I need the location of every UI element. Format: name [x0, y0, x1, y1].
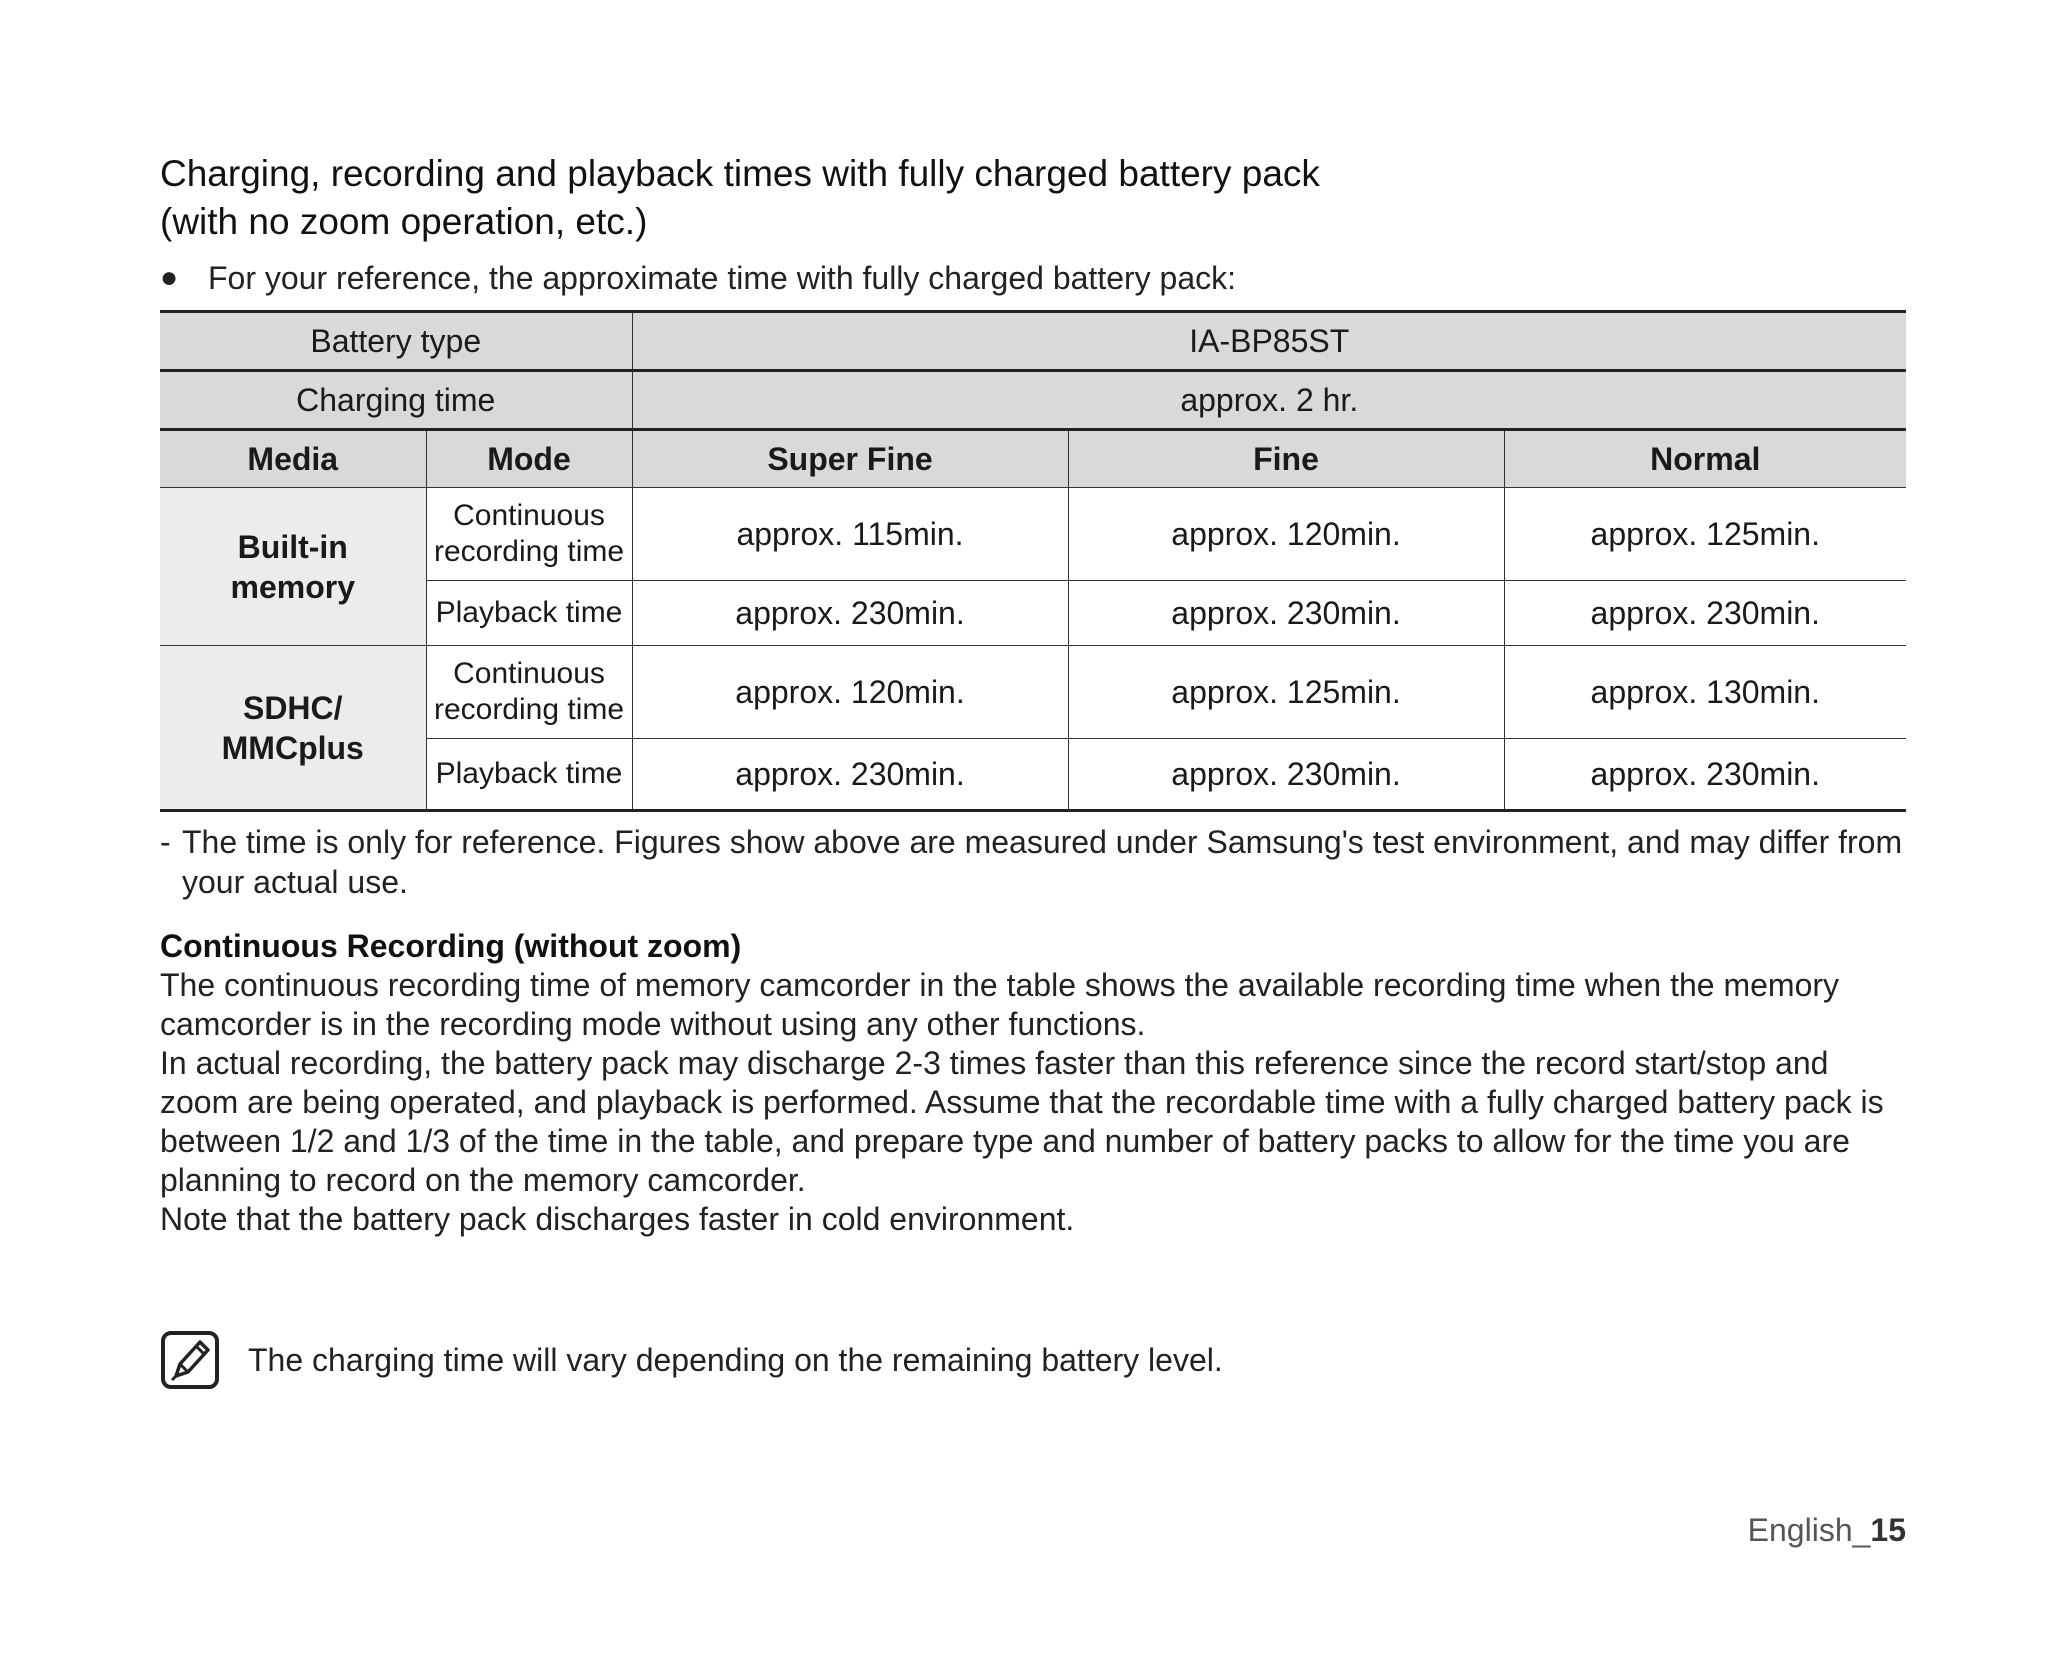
col-header-media: Media: [160, 430, 426, 488]
mode-cell: Continuous recording time: [426, 488, 632, 581]
section-title: Continuous Recording (without zoom): [160, 928, 742, 964]
value-normal: approx. 230min.: [1504, 739, 1906, 811]
col-header-fine: Fine: [1068, 430, 1504, 488]
value-fine: approx. 230min.: [1068, 739, 1504, 811]
title-line-1: Charging, recording and playback times with fully charged battery pack: [160, 153, 1320, 194]
page-content: [160, 150, 1906, 1239]
note-text: The charging time will vary depending on the remaining battery level.: [248, 1342, 1223, 1378]
section-paragraph-2: In actual recording, the battery pack may discharge 2-3 times faster than this reference since the record start/stop and zoom are being operated, and playback is performed. Assume that the recordable time with a fully charged battery pack is between 1/2 and 1/3 of the time in the table, and prepare type and number of battery packs to allow for the time you are planning to record on the memory camcorder.: [160, 1045, 1884, 1198]
value-fine: approx. 120min.: [1068, 488, 1504, 581]
value-superfine: approx. 230min.: [632, 739, 1068, 811]
footer-language: English_: [1747, 1512, 1871, 1548]
footnote-text: The time is only for reference. Figures show above are measured under Samsung's test environment, and may differ from your actual use.: [182, 824, 1903, 900]
value-superfine: approx. 120min.: [632, 646, 1068, 739]
col-header-mode: Mode: [426, 430, 632, 488]
value-superfine: approx. 230min.: [632, 581, 1068, 646]
reference-bullet: [160, 258, 1906, 298]
mode-cell: Continuous recording time: [426, 646, 632, 739]
col-header-normal: Normal: [1504, 430, 1906, 488]
table-row-battery-type: [160, 312, 1906, 371]
value-fine: approx. 125min.: [1068, 646, 1504, 739]
mode-cell: Playback time: [426, 581, 632, 646]
note-box: [160, 1330, 1223, 1390]
footnote-dash: -: [160, 824, 171, 860]
section-paragraph-3: Note that the battery pack discharges faster in cold environment.: [160, 1201, 1075, 1237]
bullet-text: For your reference, the approximate time with fully charged battery pack:: [208, 260, 1237, 296]
media-cell-builtin: Built-in memory: [160, 488, 426, 646]
bullet-dot: ●: [160, 261, 179, 294]
title-line-2: (with no zoom operation, etc.): [160, 201, 648, 242]
table-header-row: [160, 430, 1906, 488]
battery-type-value: IA-BP85ST: [632, 312, 1906, 371]
charging-time-label: Charging time: [160, 371, 632, 430]
col-header-superfine: Super Fine: [632, 430, 1068, 488]
table-footnote: [160, 822, 1906, 902]
value-normal: approx. 130min.: [1504, 646, 1906, 739]
charging-time-value: approx. 2 hr.: [632, 371, 1906, 430]
page-title: [160, 150, 1906, 246]
media-cell-sdhc: SDHC/ MMCplus: [160, 646, 426, 811]
value-normal: approx. 125min.: [1504, 488, 1906, 581]
value-superfine: approx. 115min.: [632, 488, 1068, 581]
table-row-charging-time: [160, 371, 1906, 430]
page-number: 15: [1870, 1512, 1906, 1548]
table-row: [160, 488, 1906, 581]
note-pencil-icon: [160, 1330, 220, 1390]
page-footer: [1748, 1512, 1906, 1549]
battery-times-table: [160, 310, 1906, 812]
value-normal: approx. 230min.: [1504, 581, 1906, 646]
battery-type-label: Battery type: [160, 312, 632, 371]
mode-cell: Playback time: [426, 739, 632, 811]
table-row: [160, 646, 1906, 739]
section-paragraph-1: The continuous recording time of memory camcorder in the table shows the available recording time when the memory camcorder is in the recording mode without using any other functions.: [160, 967, 1840, 1042]
value-fine: approx. 230min.: [1068, 581, 1504, 646]
